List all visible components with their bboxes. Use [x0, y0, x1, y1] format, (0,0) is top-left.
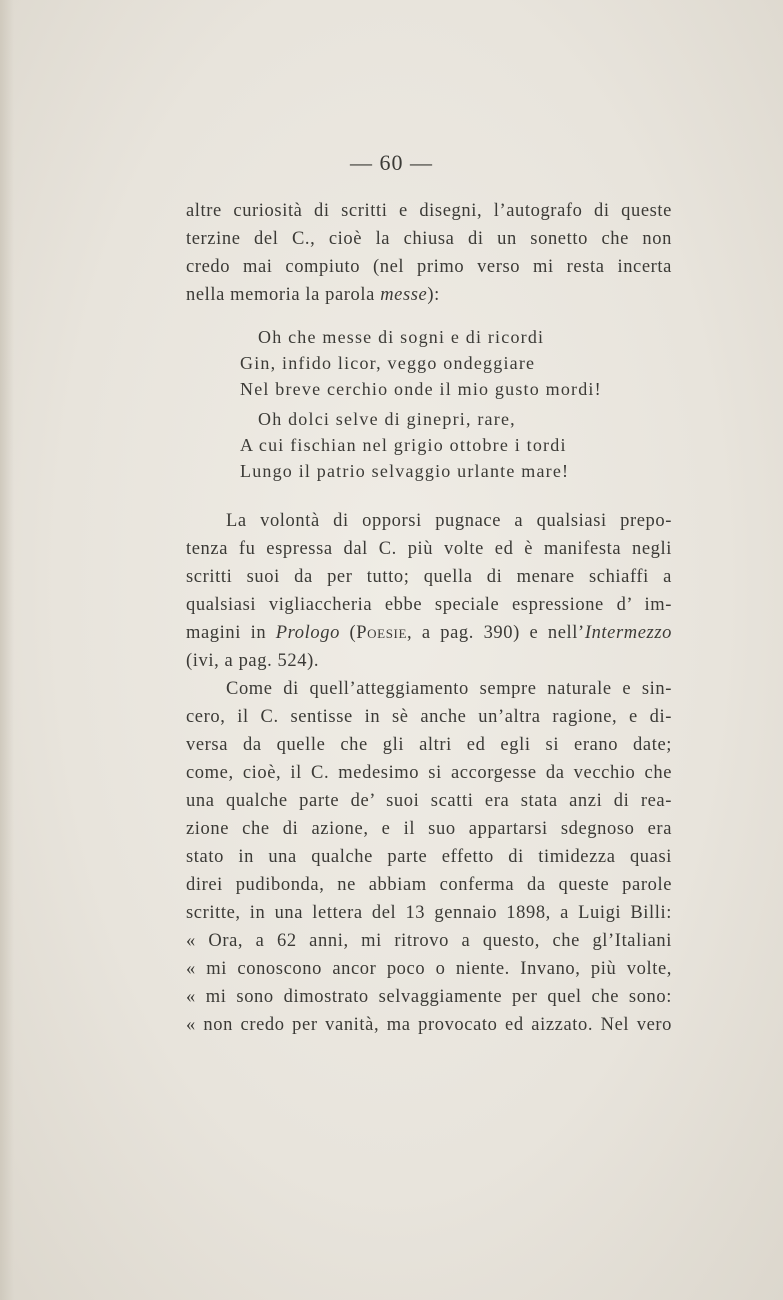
page-number: — 60 — — [350, 150, 433, 175]
intro-line-2: terzine del C., cioè la chiusa di un sonetto che non — [186, 229, 672, 249]
page-binding-edge — [0, 0, 14, 1300]
para1-line-3: scritti suoi da per tutto; quella di menare schiaffi a — [186, 567, 672, 587]
intro-line-1: altre curiosità di scritti e disegni, l’autografo di queste — [186, 201, 672, 221]
poem-verse-5: A cui fischian nel grigio ottobre i tordi — [240, 435, 567, 455]
poem-verse-3: Nel breve cerchio onde il mio gusto mordi! — [240, 379, 602, 399]
para2-line-9: scritte, in una lettera del 13 gennaio 1898, a Luigi Billi: — [186, 903, 672, 923]
title-poesie: Poesie — [356, 623, 408, 643]
intro-text-end: ): — [427, 285, 440, 305]
poem-verse-2: Gin, infido licor, veggo ondeggiare — [240, 353, 536, 373]
intro-line-3: credo mai compiuto (nel primo verso mi resta incerta — [186, 257, 672, 277]
para2-line-11: « mi conoscono ancor poco o niente. Invano, più volte, — [186, 959, 672, 979]
para2-line-4: come, cioè, il C. medesimo si accorgesse da vecchio che — [186, 763, 672, 783]
para1-line-5 — [186, 620, 672, 646]
para2-line-2: cero, il C. sentisse in sè anche un’altra ragione, e di- — [186, 707, 672, 727]
para2-line-7: stato in una qualche parte effetto di timidezza quasi — [186, 847, 672, 867]
intro-line-4 — [186, 282, 672, 308]
para1-line-2: tenza fu espressa dal C. più volte ed è manifesta negli — [186, 539, 672, 559]
para1-line-6: (ivi, a pag. 524). — [186, 651, 320, 671]
para2-line-1: Come di quell’atteggiamento sempre naturale e sin- — [226, 679, 672, 699]
intro-text: nella memoria la parola — [186, 285, 381, 305]
para2-line-5: una qualche parte de’ suoi scatti era stata anzi di rea- — [186, 791, 672, 811]
para1-line-1: La volontà di opporsi pugnace a qualsiasi prepo- — [226, 511, 672, 531]
para2-line-12: « mi sono dimostrato selvaggiamente per quel che sono: — [186, 987, 672, 1007]
para1-line-4: qualsiasi vigliaccheria ebbe speciale espressione d’ im- — [186, 595, 672, 615]
para2-line-8: direi pudibonda, ne abbiam conferma da queste parole — [186, 875, 672, 895]
poem-verse-6: Lungo il patrio selvaggio urlante mare! — [240, 461, 570, 481]
title-prologo: Prologo — [275, 623, 340, 643]
word-messe: messe — [380, 285, 428, 305]
para2-line-10: « Ora, a 62 anni, mi ritrovo a questo, che gl’Italiani — [186, 931, 672, 951]
para1-text: magini in — [186, 623, 276, 643]
poem-verse-1: Oh che messe di sogni e di ricordi — [258, 327, 545, 347]
para2-line-13: « non credo per vanità, ma provocato ed aizzato. Nel vero — [186, 1015, 672, 1035]
para2-line-3: versa da quelle che gli altri ed egli si erano date; — [186, 735, 672, 755]
para1-page-ref: , a pag. 390) e nell’ — [407, 623, 585, 643]
paren-open: ( — [339, 623, 357, 643]
title-intermezzo: Intermezzo — [584, 623, 672, 643]
para2-line-6: zione che di azione, e il suo appartarsi sdegnoso era — [186, 819, 672, 839]
poem-verse-4: Oh dolci selve di ginepri, rare, — [258, 409, 516, 429]
